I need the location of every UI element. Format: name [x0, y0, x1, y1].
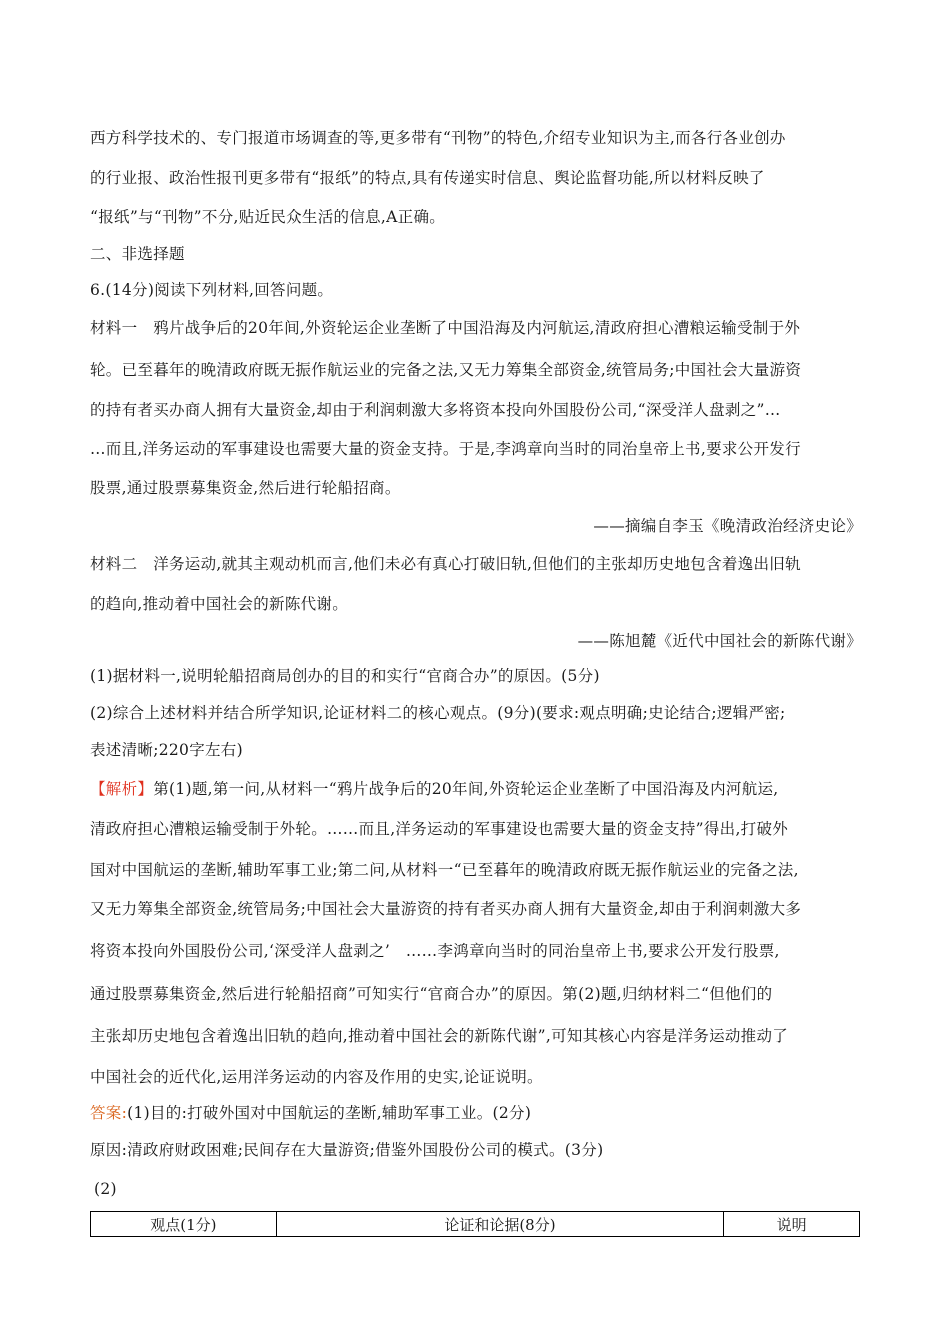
question-item: 表述清晰;220字左右) — [90, 741, 243, 759]
analysis-line: 主张却历史地包含着逸出旧轨的趋向,推动着中国社会的新陈代谢”,可知其核心内容是洋务运动推动了 — [90, 1027, 789, 1045]
analysis-line: 又无力筹集全部资金,统管局务;中国社会大量游资的持有者买办商人拥有大量资金,却由于利润刺激大多 — [90, 900, 802, 918]
material-one-line: 材料一 鸦片战争后的20年间,外资轮运企业垄断了中国沿海及内河航运,清政府担心漕粮运输受制于外 — [90, 319, 801, 337]
question-item: (2)综合上述材料并结合所学知识,论证材料二的核心观点。(9分)(要求:观点明确;史论结合;逻辑严密; — [90, 704, 786, 722]
material-one-line: …而且,洋务运动的军事建设也需要大量的资金支持。于是,李鸿章向当时的同治皇帝上书,要求公开发行 — [90, 440, 801, 458]
answer-line — [90, 1102, 870, 1124]
analysis-tag: 【解析】 — [90, 780, 154, 798]
material-one-line: 轮。已至暮年的晚清政府既无振作航运业的完备之法,又无力筹集全部资金,统管局务;中国社会大量游资 — [90, 361, 802, 379]
analysis-line: 将资本投向外国股份公司,‘深受洋人盘剥之’ ……李鸿章向当时的同治皇帝上书,要求公开发行股票, — [90, 942, 780, 960]
answer-line: 原因:清政府财政困难;民间存在大量游资;借鉴外国股份公司的模式。(3分) — [90, 1141, 604, 1159]
question-heading: 6.(14分)阅读下列材料,回答问题。 — [90, 281, 334, 299]
question-item: (1)据材料一,说明轮船招商局创办的目的和实行“官商合办”的原因。(5分) — [90, 667, 600, 685]
source-citation: ——陈旭麓《近代中国社会的新陈代谢》 — [577, 632, 862, 650]
answer-text: (1)目的:打破外国对中国航运的垄断,辅助军事工业。(2分) — [127, 1104, 532, 1122]
material-one-line: 的持有者买办商人拥有大量资金,却由于利润刺激大多将资本投向外国股份公司,“深受洋人盘剥之”… — [90, 401, 781, 419]
source-citation: ——摘编自李玉《晚清政治经济史论》 — [593, 517, 862, 535]
analysis-line: 通过股票募集资金,然后进行轮船招商”可知实行“官商合办”的原因。第(2)题,归纳材料二“但他们的 — [90, 985, 773, 1003]
analysis-line — [90, 778, 870, 800]
material-one-line: 股票,通过股票募集资金,然后进行轮船招商。 — [90, 479, 401, 497]
table-header-cell: 说明 — [724, 1212, 860, 1237]
analysis-line: 中国社会的近代化,运用洋务运动的内容及作用的史实,论证说明。 — [90, 1068, 543, 1086]
text-line: 的行业报、政治性报刊更多带有“报纸”的特点,具有传递实时信息、舆论监督功能,所以材料反映了 — [90, 169, 765, 187]
material-two-line: 的趋向,推动着中国社会的新陈代谢。 — [90, 595, 349, 613]
section-heading: 二、非选择题 — [90, 245, 185, 263]
analysis-text: 第(1)题,第一问,从材料一“鸦片战争后的20年间,外资轮运企业垄断了中国沿海及内河航运, — [153, 780, 779, 798]
answer-tag: 答案: — [90, 1104, 128, 1122]
table-header-cell: 观点(1分) — [91, 1212, 277, 1237]
answer-line: (2) — [94, 1180, 117, 1198]
scoring-table — [90, 1211, 860, 1237]
material-two-line: 材料二 洋务运动,就其主观动机而言,他们未必有真心打破旧轨,但他们的主张却历史地包含着逸出旧轨 — [90, 555, 801, 573]
analysis-line: 清政府担心漕粮运输受制于外轮。……而且,洋务运动的军事建设也需要大量的资金支持”得出,打破外 — [90, 820, 789, 838]
text-line: “报纸”与“刊物”不分,贴近民众生活的信息,A正确。 — [90, 208, 446, 226]
analysis-line: 国对中国航运的垄断,辅助军事工业;第二问,从材料一“已至暮年的晚清政府既无振作航运业的完备之法, — [90, 861, 799, 879]
table-header-row — [91, 1212, 860, 1237]
text-line: 西方科学技术的、专门报道市场调查的等,更多带有“刊物”的特色,介绍专业知识为主,而各行各业创办 — [90, 129, 786, 147]
table-header-cell: 论证和论据(8分) — [276, 1212, 723, 1237]
